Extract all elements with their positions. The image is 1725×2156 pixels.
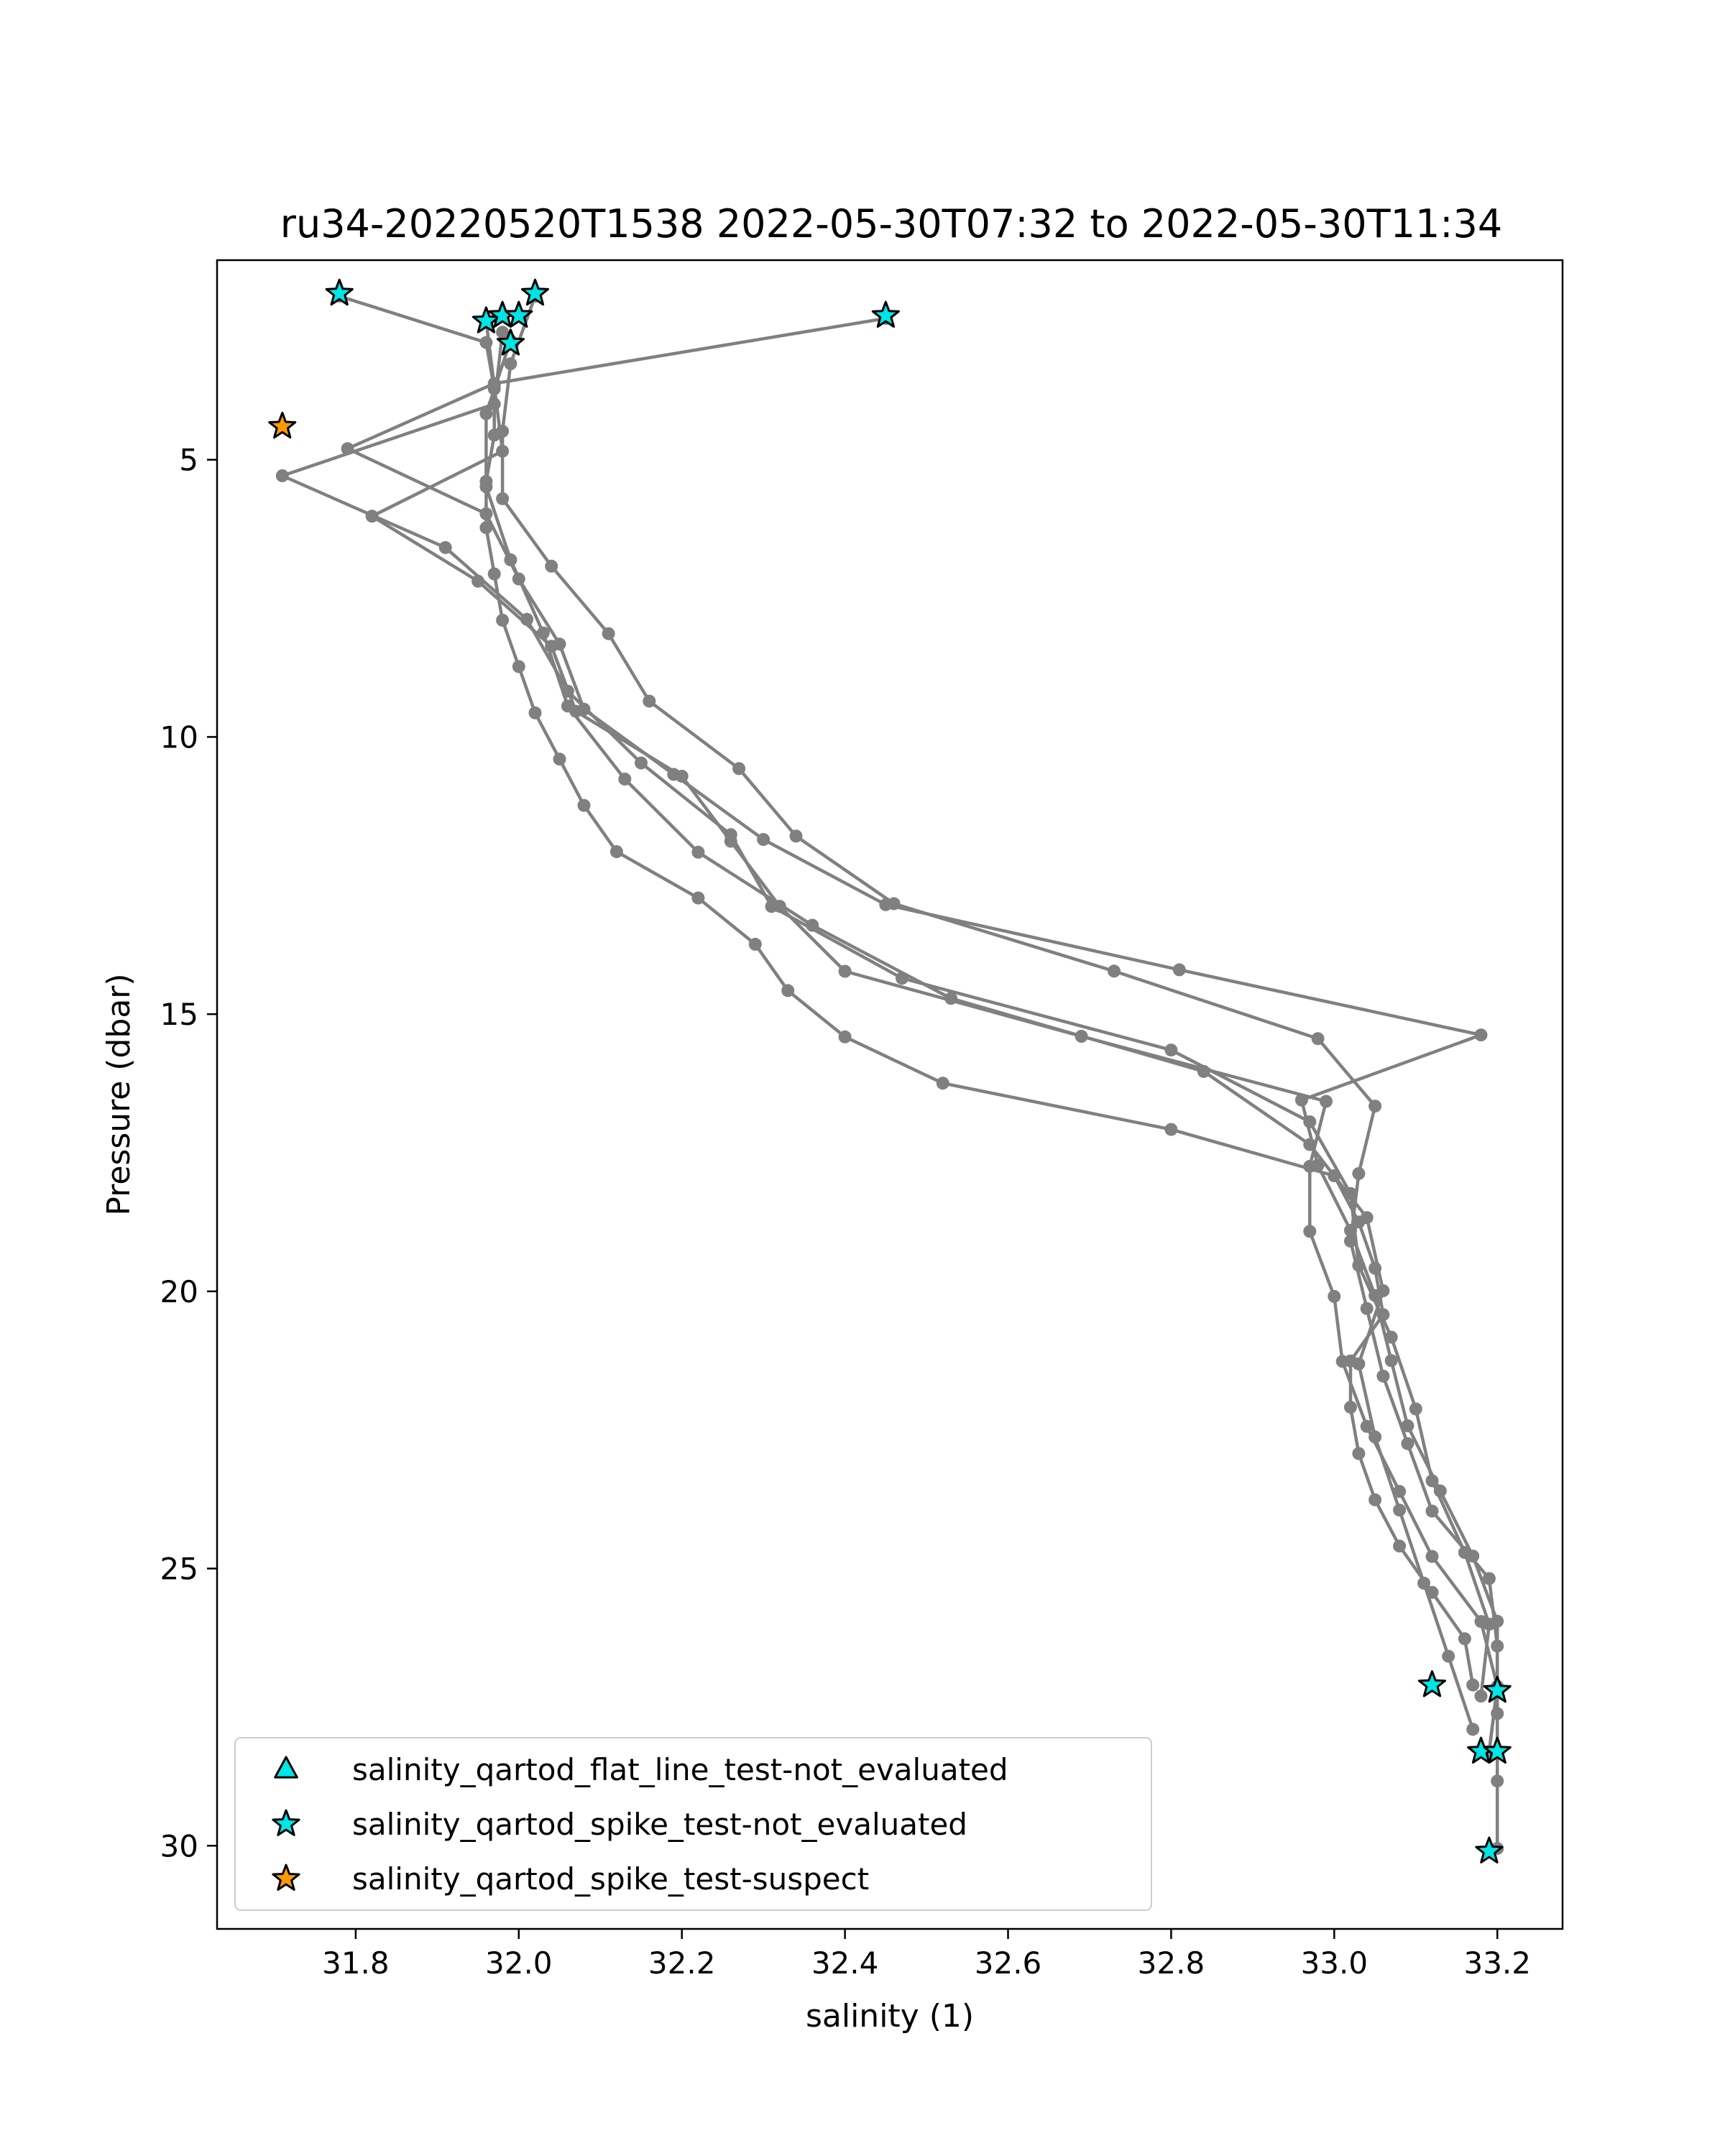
profile-point <box>1303 1225 1316 1238</box>
profile-point <box>1368 1493 1381 1506</box>
profile-point <box>610 845 623 858</box>
profile-point <box>1417 1577 1430 1590</box>
profile-point <box>479 507 492 520</box>
profile-point <box>1361 1211 1374 1224</box>
profile-point <box>1303 1115 1316 1128</box>
profile-point <box>732 763 745 775</box>
profile-point <box>1466 1679 1479 1692</box>
legend-label: salinity_qartod_spike_test-not_evaluated <box>352 1807 967 1842</box>
legend <box>235 1738 1151 1910</box>
profile-point <box>1385 1331 1398 1344</box>
profile-point <box>479 407 492 420</box>
legend-label: salinity_qartod_spike_test-suspect <box>352 1861 870 1897</box>
y-tick-label: 5 <box>179 442 198 478</box>
profile-point <box>757 833 770 846</box>
x-tick-label: 32.4 <box>811 1945 879 1981</box>
profile-point <box>1336 1355 1349 1368</box>
profile-point <box>1361 1302 1374 1315</box>
profile-point <box>1368 1431 1381 1444</box>
profile-point <box>806 919 819 932</box>
profile-point <box>1458 1546 1471 1559</box>
profile-point <box>781 984 794 997</box>
profile-point <box>790 829 803 842</box>
profile-point <box>1108 964 1121 977</box>
profile-point <box>643 695 656 708</box>
profile-point <box>879 898 892 911</box>
profile-point <box>276 469 289 482</box>
profile-point <box>1352 1358 1365 1370</box>
profile-point <box>1458 1632 1471 1645</box>
profile-point <box>1320 1095 1333 1108</box>
profile-point <box>1393 1539 1406 1552</box>
profile-point <box>691 892 704 905</box>
profile-point <box>439 541 452 554</box>
profile-point <box>635 757 648 770</box>
profile-point <box>602 627 615 640</box>
x-tick-label: 33.0 <box>1300 1945 1368 1981</box>
profile-point <box>488 568 501 581</box>
profile-point <box>1344 1401 1357 1414</box>
profile-point <box>1385 1354 1398 1367</box>
profile-point <box>496 445 509 458</box>
profile-point <box>1393 1503 1406 1516</box>
y-tick-label: 15 <box>160 997 198 1033</box>
profile-point <box>578 799 591 812</box>
profile-point <box>1312 1032 1325 1045</box>
profile-point <box>944 992 957 1005</box>
profile-point <box>553 752 566 765</box>
profile-point <box>1475 1690 1488 1703</box>
profile-point <box>1426 1550 1439 1563</box>
y-tick-label: 30 <box>160 1828 198 1864</box>
profile-point <box>1466 1723 1479 1736</box>
x-tick-label: 32.6 <box>974 1945 1042 1981</box>
profile-point <box>839 1031 852 1044</box>
profile-point <box>1401 1419 1414 1432</box>
profile-point <box>691 846 704 859</box>
profile-point <box>667 768 680 781</box>
profile-point <box>1483 1618 1496 1631</box>
y-tick-label: 20 <box>160 1273 198 1309</box>
profile-point <box>1491 1774 1504 1787</box>
x-axis-label: salinity (1) <box>805 1998 975 2035</box>
x-tick-label: 32.0 <box>485 1945 553 1981</box>
profile-point <box>1352 1259 1365 1272</box>
profile-point <box>496 492 509 505</box>
profile-point <box>1376 1284 1389 1297</box>
profile-point <box>553 637 566 650</box>
profile-point <box>1164 1044 1177 1056</box>
profile-point <box>520 613 533 626</box>
profile-point <box>1368 1100 1381 1112</box>
profile-point <box>529 706 542 719</box>
profile-point <box>839 965 852 978</box>
x-tick-label: 32.8 <box>1137 1945 1205 1981</box>
profile-point <box>1409 1403 1422 1416</box>
profile-point <box>724 828 737 841</box>
chart-title: ru34-20220520T1538 2022-05-30T07:32 to 2022-05-30T11:34 <box>280 201 1503 247</box>
y-tick-label: 25 <box>160 1551 198 1587</box>
profile-point <box>1328 1290 1340 1303</box>
profile-point <box>1303 1138 1316 1151</box>
profile-point <box>496 614 509 627</box>
profile-point <box>537 627 550 640</box>
profile-point <box>545 560 558 573</box>
profile-point <box>937 1077 949 1089</box>
profile-point <box>1426 1474 1439 1487</box>
profile-point <box>1352 1167 1365 1180</box>
x-tick-label: 33.2 <box>1463 1945 1531 1981</box>
profile-point <box>618 773 631 786</box>
profile-point <box>479 480 492 493</box>
y-axis-label: Pressure (dbar) <box>101 973 137 1216</box>
profile-point <box>1401 1437 1414 1450</box>
profile-point <box>749 938 762 951</box>
x-tick-label: 31.8 <box>322 1945 390 1981</box>
profile-point <box>504 553 517 566</box>
profile-point <box>512 660 525 673</box>
profile-point <box>1164 1123 1177 1136</box>
profile-point <box>1442 1650 1455 1663</box>
profile-point <box>1475 1028 1488 1041</box>
profile-point <box>561 699 574 712</box>
profile-point <box>1426 1505 1439 1518</box>
profile-point <box>1352 1447 1365 1460</box>
profile-point <box>1376 1370 1389 1383</box>
profile-point <box>1197 1065 1210 1078</box>
profile-point <box>1295 1094 1308 1107</box>
x-tick-label: 32.2 <box>648 1945 716 1981</box>
profile-point <box>1173 963 1186 976</box>
y-tick-label: 10 <box>160 719 198 755</box>
legend-label: salinity_qartod_flat_line_test-not_evaluated <box>352 1752 1008 1787</box>
